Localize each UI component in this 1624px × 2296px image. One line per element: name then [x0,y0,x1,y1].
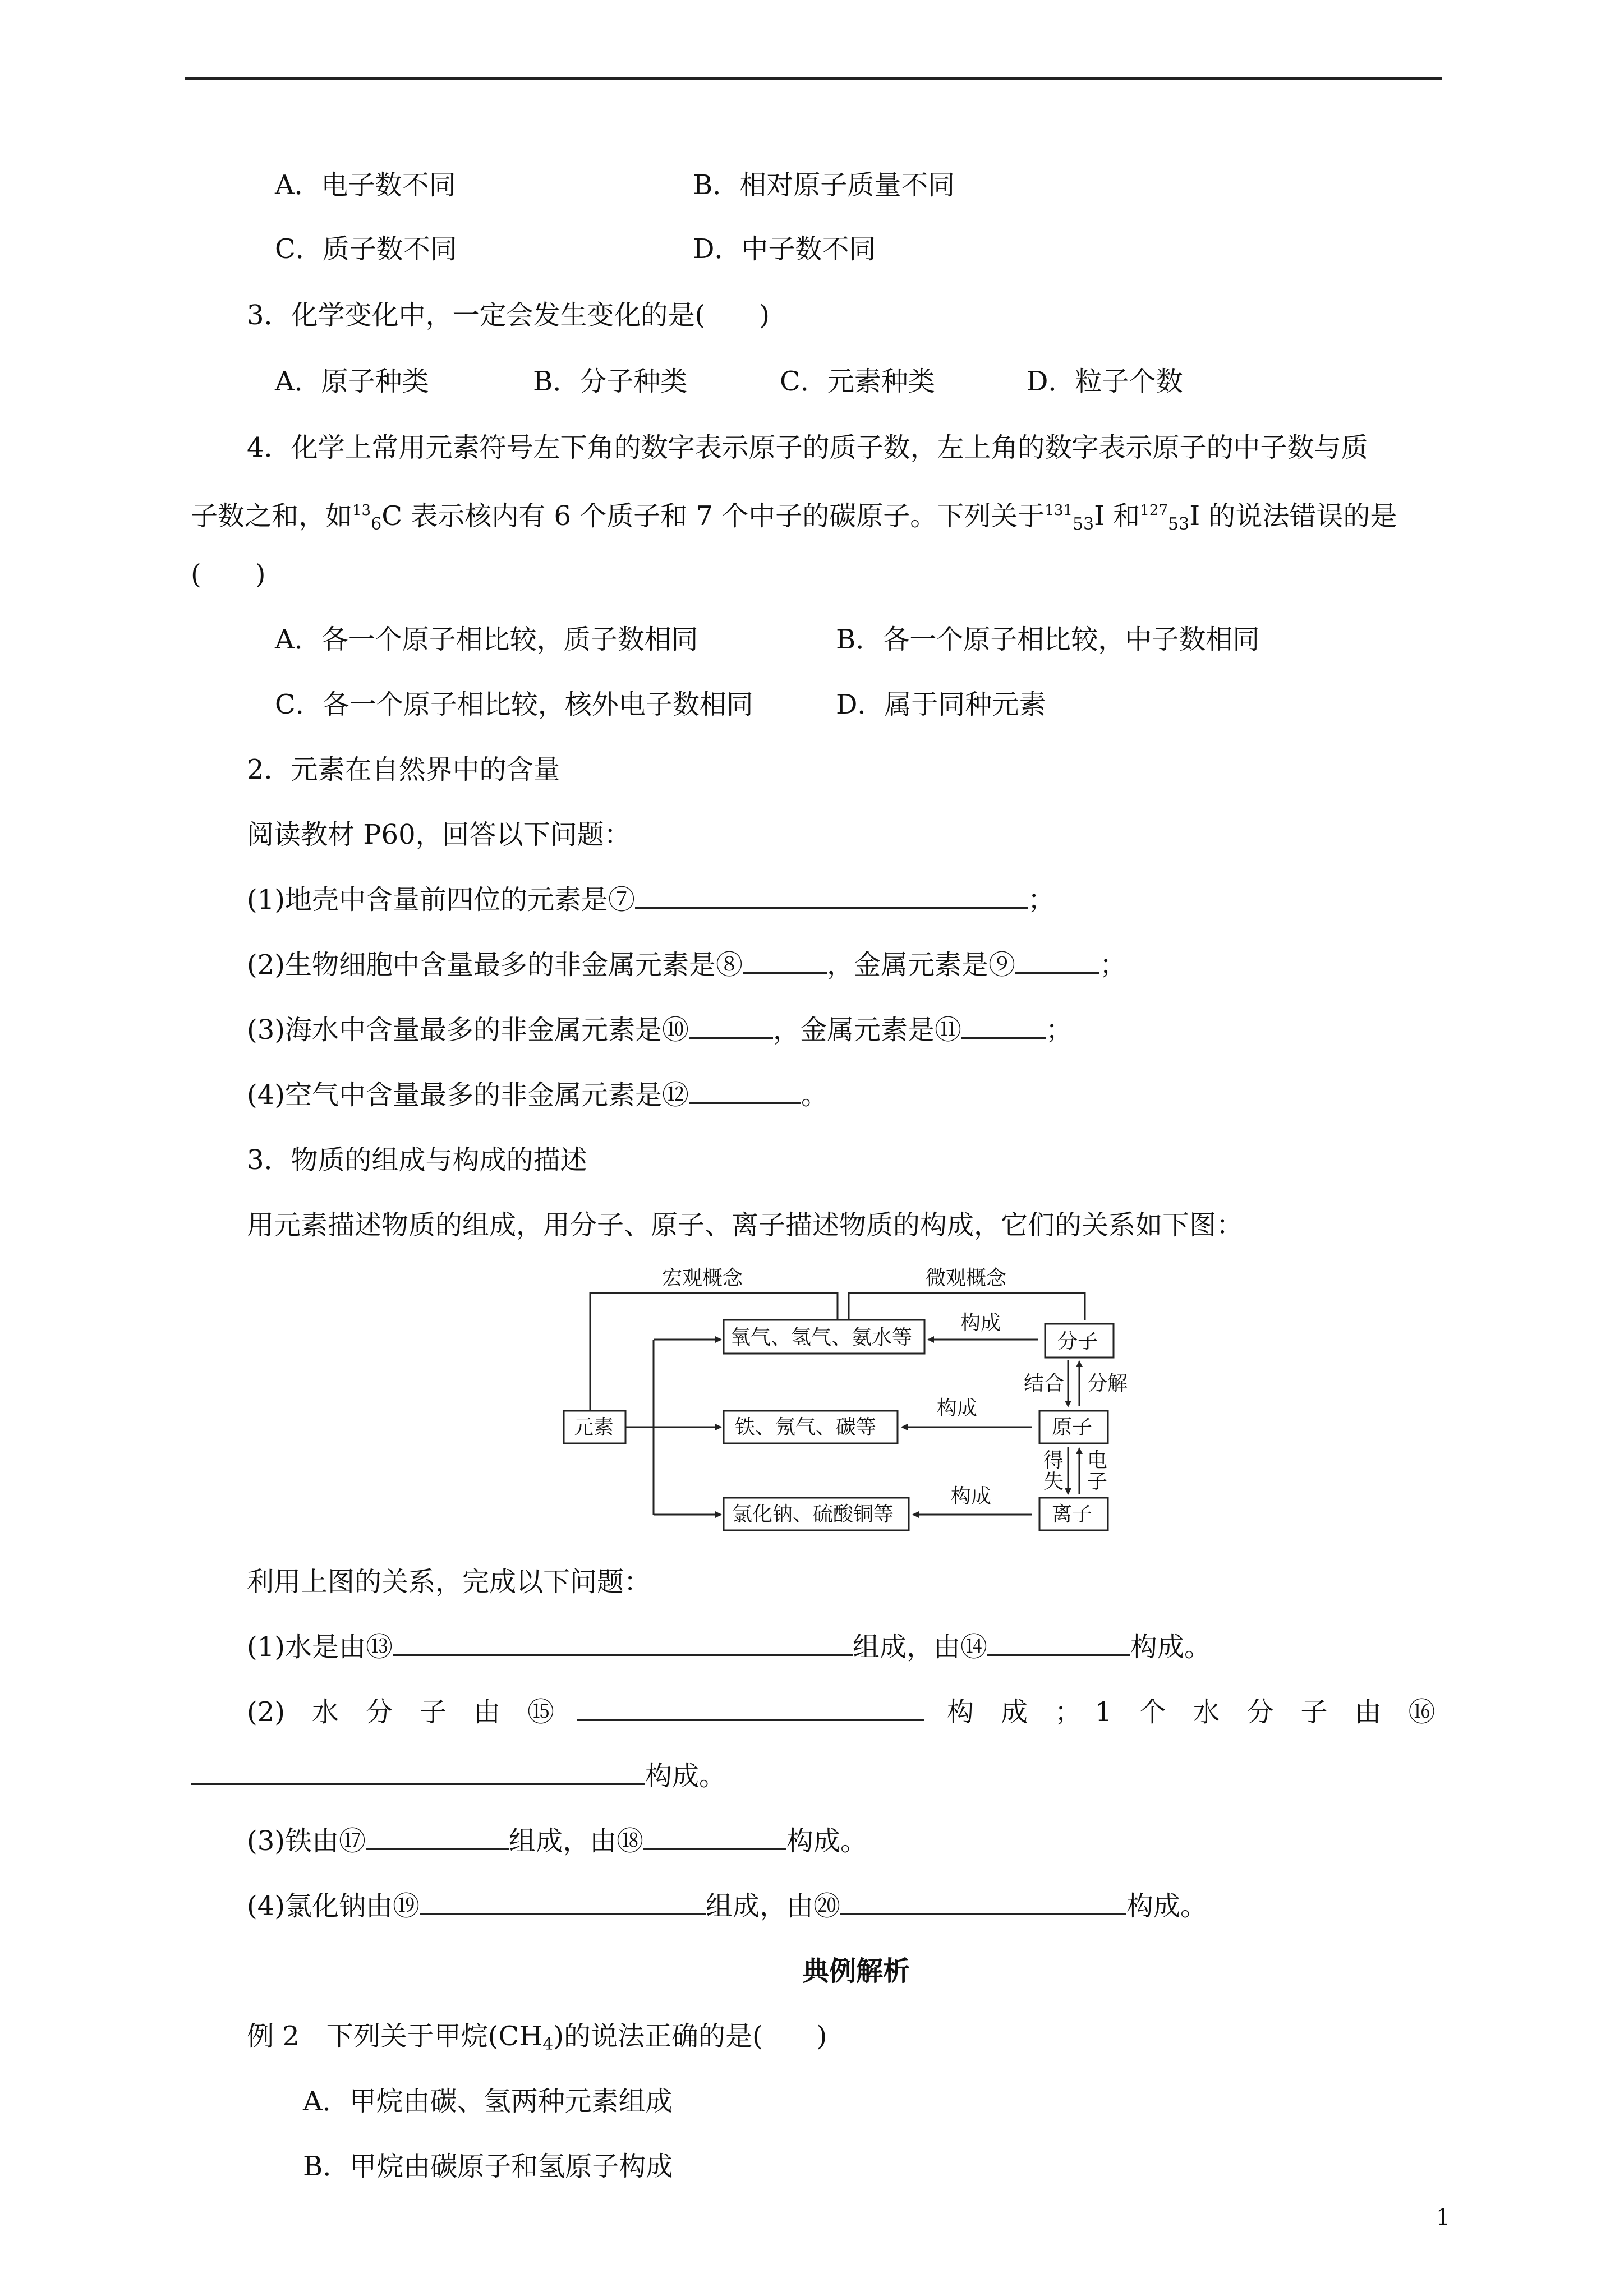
sec2-intro: 阅读教材 P60，回答以下问题： [247,819,631,850]
blank-14[interactable] [987,1632,1130,1656]
sec3-q2: (2) 水 分 子 由 ⑮ 构 成 ； 1 个 水 分 子 由 ⑯ [247,1696,1436,1728]
blank-10[interactable] [689,1015,773,1039]
sec2-q4: (4)空气中含量最多的非金属元素是⑫ 。 [247,1079,829,1111]
q4-option-b: B．各一个原子相比较，中子数相同 [836,624,1260,655]
electron-label-2: 子 [1087,1470,1108,1493]
sec3-after: 利用上图的关系，完成以下问题： [247,1566,651,1598]
sub-53a: 53 [1072,514,1094,534]
gain-label-1: 得 [1043,1449,1064,1472]
form-label-1: 构成 [960,1312,1001,1335]
q2-option-b: B．相对原子质量不同 [693,169,955,201]
sec3-title: 3．物质的组成与构成的描述 [247,1144,587,1176]
sec3-q1: (1)水是由⑬ 组成，由⑭ 构成。 [247,1631,1212,1663]
ch4-subscript: 4 [542,2035,554,2054]
header-rule [185,77,1442,80]
q4-option-a: A．各一个原子相比较，质子数相同 [275,624,698,655]
blank-17[interactable] [366,1826,509,1850]
q3-option-d: D．粒子个数 [1027,366,1183,397]
form-label-2: 构成 [937,1397,978,1420]
example-option-a: A．甲烷由碳、氢两种元素组成 [303,2086,673,2117]
q4-line2: 子数之和，如$^{13}_6$C 表示核内有 6 个质子和 7 个中子的碳原子。下列关于$^{131}_{53}$I 和$^{127}_{53}$I 的说法错误的是 [191,500,1397,534]
sec3-q4: (4)氯化钠由⑲ 组成，由⑳ 构成。 [247,1890,1208,1922]
sec3-q3: (3)铁由⑰ 组成，由⑱ 构成。 [247,1825,868,1857]
ion-label: 离子 [1052,1503,1093,1526]
sub-6: 6 [371,514,382,534]
macro-label: 宏观概念 [662,1267,743,1290]
macro-bracket [590,1293,838,1411]
sup-13: 13 [352,502,371,519]
blank-19[interactable] [420,1891,706,1915]
sec3-intro: 用元素描述物质的组成，用分子、原子、离子描述物质的构成，它们的关系如下图： [247,1209,1244,1241]
substance-label-1: 氧气、氢气、氨水等 [730,1326,913,1349]
sec2-q1: (1)地壳中含量前四位的元素是⑦ ； [247,884,1055,915]
q3-option-c: C．元素种类 [780,366,935,397]
sup-131: 131 [1045,502,1073,519]
gain-label-2: 失 [1043,1470,1064,1493]
sec2-q3: (3)海水中含量最多的非金属元素是⑩ ，金属元素是⑪ ； [247,1014,1073,1046]
q2-option-a: A．电子数不同 [275,169,456,201]
blank-11[interactable] [961,1015,1046,1039]
blank-7[interactable] [635,885,1028,909]
substance-label-2: 铁、氖气、碳等 [735,1416,877,1439]
blank-8[interactable] [743,950,827,974]
sec2-title: 2．元素在自然界中的含量 [247,754,560,785]
q4-option-d: D．属于同种元素 [836,689,1046,720]
blank-15[interactable] [577,1697,924,1721]
element-matter-diagram [550,1259,1133,1540]
sec3-q2-cont: 构成。 [191,1759,726,1793]
q4-option-c: C．各一个原子相比较，核外电子数相同 [275,689,753,720]
sub-53b: 53 [1168,514,1190,534]
example-heading: 典例解析 [802,1955,910,1987]
substance-label-3: 氯化钠、硫酸铜等 [732,1503,894,1526]
blank-16[interactable] [191,1761,645,1785]
electron-label-1: 电 [1087,1449,1108,1472]
decompose-label: 分解 [1087,1372,1128,1395]
combine-label: 结合 [1024,1372,1065,1395]
q2-option-d: D．中子数不同 [693,233,876,265]
micro-label: 微观概念 [926,1267,1007,1290]
atom-label: 原子 [1052,1416,1093,1439]
q3-stem: 3．化学变化中，一定会发生变化的是( ) [247,300,770,331]
example-stem: 例 2 下列关于甲烷$(CH_4)$的说法正确的是( ) [247,2021,827,2054]
q4-line1: 4．化学上常用元素符号左下角的数字表示原子的质子数，左上角的数字表示原子的中子数与质 [247,432,1368,463]
blank-9[interactable] [1015,950,1099,974]
sup-127: 127 [1140,502,1168,519]
q3-option-a: A．原子种类 [275,366,429,397]
molecule-label: 分子 [1057,1330,1098,1353]
element-label: 元素 [573,1416,614,1439]
blank-20[interactable] [840,1891,1126,1915]
sec2-q2: (2)生物细胞中含量最多的非金属元素是⑧ ，金属元素是⑨ ； [247,949,1127,981]
blank-18[interactable] [643,1826,786,1850]
example-option-b: B．甲烷由碳原子和氢原子构成 [303,2151,673,2182]
q3-option-b: B．分子种类 [533,366,688,397]
page-number: 1 [1436,2205,1451,2230]
q4-line3: ( ) [191,559,266,590]
blank-13[interactable] [393,1632,853,1656]
q2-option-c: C．质子数不同 [275,233,457,265]
blank-12[interactable] [689,1080,801,1104]
form-label-3: 构成 [951,1485,992,1508]
